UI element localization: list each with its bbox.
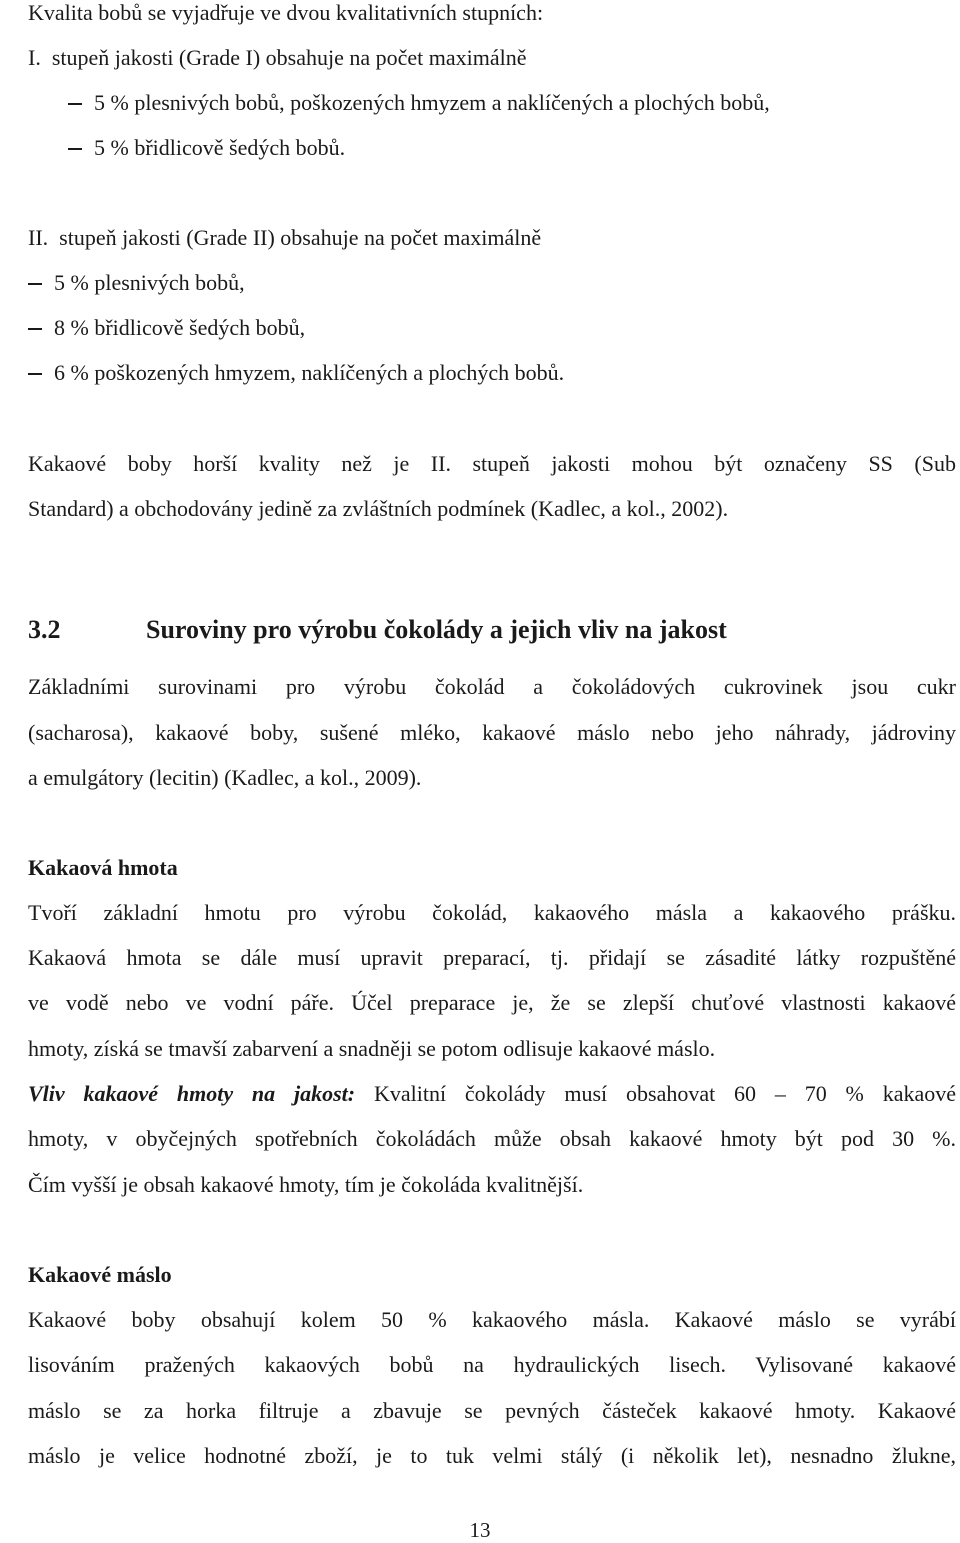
kakaova-hmota-heading: Kakaová hmota	[28, 855, 178, 880]
dash-bullet-icon	[68, 103, 82, 105]
grade2-title: II. stupeň jakosti (Grade II) obsahuje na počet maximálně	[28, 225, 542, 250]
kakaove-maslo-line: Kakaové boby obsahují kolem 50 % kakaového másla. Kakaové máslo se vyrábí	[28, 1307, 956, 1332]
grade1-item-text: 5 % plesnivých bobů, poškozených hmyzem a naklíčených a plochých bobů,	[94, 90, 770, 115]
grade2-item-text: 6 % poškozených hmyzem, naklíčených a plochých bobů.	[54, 360, 565, 385]
grade2-item	[28, 358, 564, 388]
grade1-item	[68, 133, 345, 163]
influence-line: hmoty, v obyčejných spotřebních čokoládách může obsah kakaové hmoty být pod 30 %.	[28, 1126, 956, 1151]
dash-bullet-icon	[68, 148, 82, 150]
section-title: Suroviny pro výrobu čokolády a jejich vliv na jakost	[146, 615, 727, 644]
dash-bullet-icon	[28, 328, 42, 330]
grade2-item-text: 5 % plesnivých bobů,	[54, 270, 245, 295]
influence-text: Kvalitní čokolády musí obsahovat 60 – 70 % kakaové	[373, 1081, 956, 1106]
influence-line	[28, 1079, 956, 1109]
grade2-item	[28, 268, 245, 298]
kakaova-hmota-line: ve vodě nebo ve vodní páře. Účel preparace je, že se zlepší chuťové vlastnosti kakaové	[28, 990, 956, 1015]
dash-bullet-icon	[28, 283, 42, 285]
kakaova-hmota-line: Kakaová hmota se dále musí upravit preparací, tj. přidají se zásadité látky rozpuštěné	[28, 945, 956, 970]
grade2-item	[28, 313, 305, 343]
dash-bullet-icon	[28, 373, 42, 375]
kakaova-hmota-line: Tvoří základní hmotu pro výrobu čokolád, kakaového másla a kakaového prášku.	[28, 900, 956, 925]
grade1-item	[68, 88, 770, 118]
section-paragraph-line: (sacharosa), kakaové boby, sušené mléko, kakaové máslo nebo jeho náhrady, jádroviny	[28, 720, 956, 745]
worse-quality-line: Kakaové boby horší kvality než je II. stupeň jakosti mohou být označeny SS (Sub	[28, 451, 956, 476]
page-number: 13	[469, 1518, 491, 1542]
kakaove-maslo-heading: Kakaové máslo	[28, 1262, 172, 1287]
section-paragraph-line: a emulgátory (lecitin) (Kadlec, a kol., 2009).	[28, 765, 422, 790]
section-paragraph-line: Základními surovinami pro výrobu čokolád a čokoládových cukrovinek jsou cukr	[28, 674, 956, 699]
kakaova-hmota-line: hmoty, získá se tmavší zabarvení a snadněji se potom odlisuje kakaové máslo.	[28, 1036, 716, 1061]
grade1-title: I. stupeň jakosti (Grade I) obsahuje na počet maximálně	[28, 45, 527, 70]
kakaove-maslo-line: lisováním pražených kakaových bobů na hydraulických lisech. Vylisované kakaové	[28, 1352, 956, 1377]
grade1-item-text: 5 % břidlicově šedých bobů.	[94, 135, 346, 160]
grade2-item-text: 8 % břidlicově šedých bobů,	[54, 315, 306, 340]
kakaove-maslo-line: máslo je velice hodnotné zboží, je to tuk velmi stálý (i několik let), nesnadno žlukne,	[28, 1443, 956, 1468]
kakaove-maslo-line: máslo se za horka filtruje a zbavuje se pevných částeček kakaové hmoty. Kakaové	[28, 1398, 956, 1423]
influence-line: Čím vyšší je obsah kakaové hmoty, tím je čokoláda kvalitnější.	[28, 1172, 584, 1197]
worse-quality-line: Standard) a obchodovány jedině za zvláštních podmínek (Kadlec, a kol., 2002).	[28, 496, 729, 521]
influence-label: Vliv kakaové hmoty na jakost:	[28, 1081, 356, 1106]
section-number: 3.2	[28, 615, 61, 644]
intro-text: Kvalita bobů se vyjadřuje ve dvou kvalitativních stupních:	[28, 0, 544, 25]
